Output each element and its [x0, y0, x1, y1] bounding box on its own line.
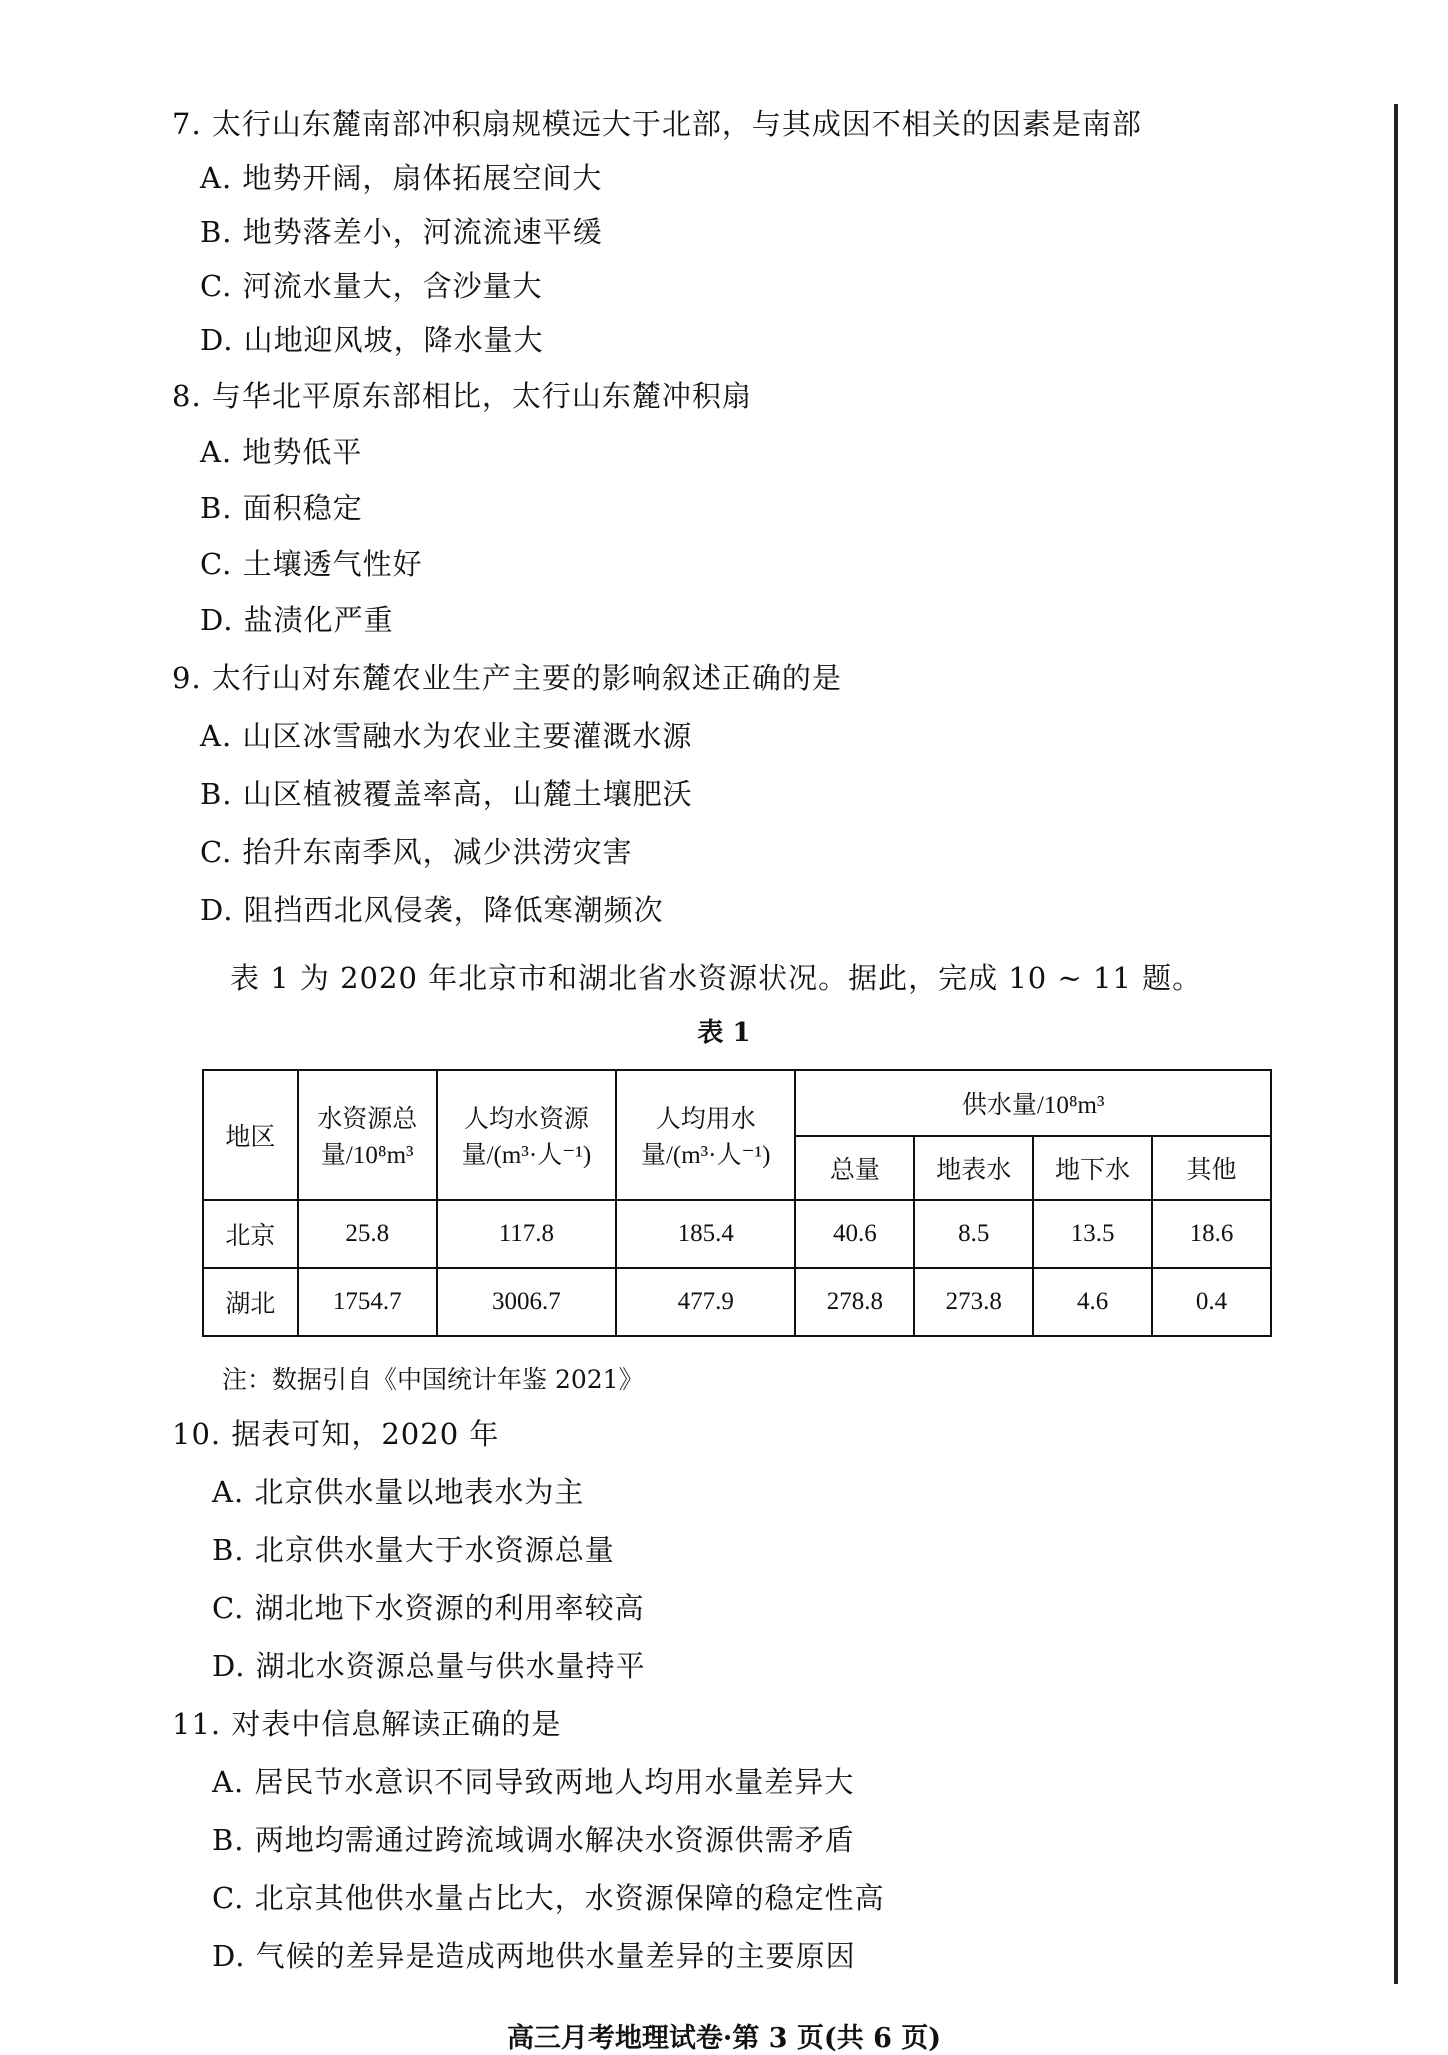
water-resource-table — [202, 1069, 1272, 1337]
cell-per-capita-resource: 3006.7 — [437, 1268, 616, 1336]
cell-region: 湖北 — [203, 1268, 298, 1336]
question-10-option-a: A. 北京供水量以地表水为主 — [212, 1475, 585, 1509]
cell-surface-water: 8.5 — [914, 1200, 1033, 1268]
cell-other: 0.4 — [1152, 1268, 1271, 1336]
cell-ground-water: 13.5 — [1033, 1200, 1152, 1268]
question-7-option-b: B. 地势落差小，河流流速平缓 — [200, 215, 603, 249]
page-footer: 高三月考地理试卷·第 3 页(共 6 页) — [506, 2023, 942, 2054]
question-10-option-d: D. 湖北水资源总量与供水量持平 — [212, 1649, 646, 1683]
header-ground-water: 地下水 — [1033, 1136, 1152, 1200]
cell-other: 18.6 — [1152, 1200, 1271, 1268]
question-10-option-c: C. 湖北地下水资源的利用率较高 — [212, 1591, 645, 1625]
cell-per-capita-use: 185.4 — [616, 1200, 795, 1268]
question-11-option-c: C. 北京其他供水量占比大，水资源保障的稳定性高 — [212, 1881, 885, 1915]
table-row — [203, 1200, 1271, 1268]
cell-region: 北京 — [203, 1200, 298, 1268]
question-9-stem: 9. 太行山对东麓农业生产主要的影响叙述正确的是 — [172, 661, 842, 695]
header-per-capita-resource: 人均水资源量/(m³·人⁻¹) — [437, 1070, 616, 1200]
question-7-stem: 7. 太行山东麓南部冲积扇规模远大于北部，与其成因不相关的因素是南部 — [172, 107, 1142, 141]
question-10-option-b: B. 北京供水量大于水资源总量 — [212, 1533, 615, 1567]
header-per-capita-use: 人均用水量/(m³·人⁻¹) — [616, 1070, 795, 1200]
header-supply-total: 总量 — [795, 1136, 914, 1200]
question-9-option-d: D. 阻挡西北风侵袭，降低寒潮频次 — [200, 893, 664, 927]
header-other: 其他 — [1152, 1136, 1271, 1200]
question-9-option-b: B. 山区植被覆盖率高，山麓土壤肥沃 — [200, 777, 693, 811]
question-11-stem: 11. 对表中信息解读正确的是 — [172, 1707, 562, 1741]
question-7-option-c: C. 河流水量大，含沙量大 — [200, 269, 543, 303]
question-11-option-a: A. 居民节水意识不同导致两地人均用水量差异大 — [212, 1765, 855, 1799]
question-8-option-d: D. 盐渍化严重 — [200, 603, 394, 637]
question-8-option-b: B. 面积稳定 — [200, 491, 363, 525]
question-8-option-a: A. 地势低平 — [200, 435, 363, 469]
question-7-option-a: A. 地势开阔，扇体拓展空间大 — [200, 161, 603, 195]
cell-surface-water: 273.8 — [914, 1268, 1033, 1336]
question-11-option-b: B. 两地均需通过跨流域调水解决水资源供需矛盾 — [212, 1823, 855, 1857]
header-total-resource: 水资源总量/10⁸m³ — [298, 1070, 437, 1200]
question-8-stem: 8. 与华北平原东部相比，太行山东麓冲积扇 — [172, 379, 752, 413]
cell-total-resource: 25.8 — [298, 1200, 437, 1268]
question-9-option-c: C. 抬升东南季风，减少洪涝灾害 — [200, 835, 633, 869]
cell-ground-water: 4.6 — [1033, 1268, 1152, 1336]
cell-per-capita-resource: 117.8 — [437, 1200, 616, 1268]
question-8-option-c: C. 土壤透气性好 — [200, 547, 423, 581]
table-note: 注：数据引自《中国统计年鉴 2021》 — [222, 1365, 644, 1394]
header-supply: 供水量/10⁸m³ — [795, 1070, 1271, 1136]
cell-supply-total: 278.8 — [795, 1268, 914, 1336]
cell-supply-total: 40.6 — [795, 1200, 914, 1268]
header-surface-water: 地表水 — [914, 1136, 1033, 1200]
header-region: 地区 — [203, 1070, 298, 1200]
table-row — [203, 1268, 1271, 1336]
question-9-option-a: A. 山区冰雪融水为农业主要灌溉水源 — [200, 719, 693, 753]
cell-per-capita-use: 477.9 — [616, 1268, 795, 1336]
table-caption: 表 1 — [697, 1018, 751, 1048]
question-10-stem: 10. 据表可知，2020 年 — [172, 1417, 500, 1451]
question-11-option-d: D. 气候的差异是造成两地供水量差异的主要原因 — [212, 1939, 856, 1973]
cell-total-resource: 1754.7 — [298, 1268, 437, 1336]
question-7-option-d: D. 山地迎风坡，降水量大 — [200, 323, 544, 357]
table-intro: 表 1 为 2020 年北京市和湖北省水资源状况。据此，完成 10 ~ 11 题。 — [230, 961, 1203, 995]
